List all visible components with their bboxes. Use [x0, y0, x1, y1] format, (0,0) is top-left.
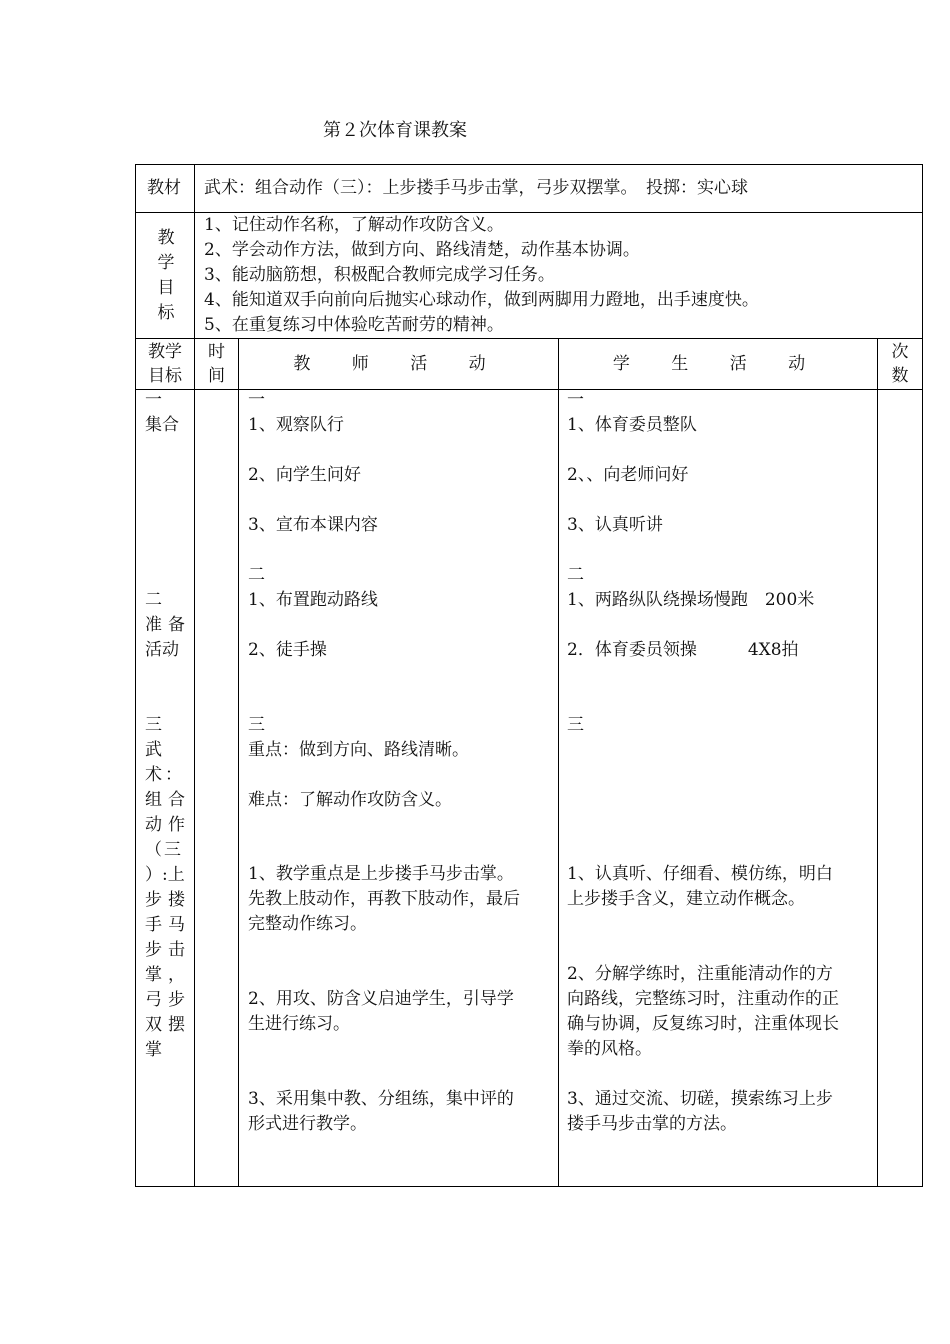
- s3-goal-line: 术：: [145, 765, 185, 785]
- s2-student-item: 2．体育委员领操 4X8拍: [567, 640, 799, 660]
- s3-goal-line: 掌，: [145, 965, 191, 985]
- s3-student-item-1: [567, 862, 833, 912]
- s3-goal-line: 组合: [145, 790, 191, 810]
- s3-student-line: 拳的风格。: [567, 1039, 652, 1059]
- s1-student-item: 2、、向老师问好: [567, 465, 689, 485]
- s3-teacher-item-1: [248, 862, 520, 937]
- s3-goal-line: ）:上: [145, 865, 185, 885]
- header-time: [195, 340, 238, 388]
- s3-teacher-num: 三: [248, 715, 265, 735]
- s3-goal-line: 弓步: [145, 990, 191, 1010]
- table-border-top: [135, 164, 923, 165]
- goals-label: [156, 226, 176, 326]
- goals-list: [204, 213, 759, 338]
- header-goal-line: 教学: [148, 342, 182, 362]
- s2-teacher-item: 1、布置跑动路线: [248, 590, 378, 610]
- col-divider-teacher: [558, 338, 559, 1187]
- header-goal-line: 目标: [148, 366, 182, 386]
- header-teacher: 教 师 活 动: [293, 354, 504, 374]
- goal-item: 4、能知道双手向前向后抛实心球动作，做到两脚用力蹬地，出手速度快。: [204, 290, 759, 310]
- s3-student-item-2: [567, 962, 839, 1062]
- s2-goal-line: 准备: [145, 615, 191, 635]
- s1-teacher-item: 1、观察队行: [248, 415, 344, 435]
- header-student: 学 生 活 动: [612, 354, 824, 374]
- header-time-line: 时: [208, 342, 225, 362]
- s1-student-item: 3、认真听讲: [567, 515, 663, 535]
- s3-goal-line: 步击: [145, 940, 191, 960]
- header-time-line: 间: [208, 366, 225, 386]
- s2-goal-line: 活动: [145, 640, 179, 660]
- s3-goal-line: 三: [145, 715, 162, 735]
- s3-difficulty: 难点：了解动作攻防含义。: [248, 790, 452, 810]
- s1-teacher-item: 2、向学生问好: [248, 465, 361, 485]
- s2-student-item: 1、两路纵队绕操场慢跑 200米: [567, 590, 815, 610]
- s2-teacher-num: 二: [248, 565, 265, 585]
- goals-label-char: 教: [157, 228, 175, 248]
- goals-label-char: 目: [157, 278, 175, 298]
- s3-teacher-item-3: [248, 1087, 514, 1137]
- document-title: 第２次体育课教案: [323, 120, 467, 141]
- col-divider-student: [877, 338, 878, 1187]
- s3-student-item-3: [567, 1087, 833, 1137]
- s3-key-point: 重点：做到方向、路线清晰。: [248, 740, 469, 760]
- goal-item: 1、记住动作名称，了解动作攻防含义。: [204, 215, 504, 235]
- header-goal: [136, 340, 194, 388]
- s1-student-num: 一: [567, 390, 584, 410]
- col-divider-time: [238, 338, 239, 1187]
- s3-teacher-line: 生进行练习。: [248, 1014, 350, 1034]
- s1-goal-name: 集合: [145, 415, 179, 435]
- s3-teacher-item-2: [248, 987, 514, 1037]
- s2-goal-num: 二: [145, 590, 162, 610]
- s2-student-num: 二: [567, 565, 584, 585]
- goals-label-char: 学: [157, 253, 175, 273]
- s3-teacher-line: 2、用攻、防含义启迪学生，引导学: [248, 989, 514, 1009]
- table-border-right: [922, 164, 923, 1187]
- header-count-line: 数: [891, 366, 909, 386]
- s3-goal-line: 动作: [145, 815, 191, 835]
- material-label: 教材: [147, 178, 181, 198]
- s3-goal-line: 手马: [145, 915, 191, 935]
- table-border-left: [135, 164, 136, 1187]
- goal-item: 3、能动脑筋想，积极配合教师完成学习任务。: [204, 265, 555, 285]
- s3-goal: [145, 713, 191, 1063]
- s1-student-item: 1、体育委员整队: [567, 415, 697, 435]
- s3-goal-line: 武: [145, 740, 162, 760]
- s3-student-line: 确与协调，反复练习时，注重体现长: [567, 1014, 839, 1034]
- s3-teacher-line: 完整动作练习。: [248, 914, 367, 934]
- s3-student-line: 搂手马步击掌的方法。: [567, 1114, 737, 1134]
- s1-teacher-num: 一: [248, 390, 265, 410]
- s3-student-line: 1、认真听、仔细看、模仿练，明白: [567, 864, 833, 884]
- s3-student-num: 三: [567, 715, 584, 735]
- row-divider-goals: [135, 338, 923, 339]
- s3-teacher-line: 先教上肢动作，再教下肢动作，最后: [248, 889, 520, 909]
- s3-goal-line: （三: [145, 840, 183, 860]
- s3-student-line: 2、分解学练时，注重能清动作的方: [567, 964, 833, 984]
- s3-goal-line: 掌: [145, 1040, 162, 1060]
- s3-student-line: 上步搂手含义，建立动作概念。: [567, 889, 805, 909]
- s3-student-line: 向路线，完整练习时，注重动作的正: [567, 989, 839, 1009]
- s3-goal-line: 步搂: [145, 890, 191, 910]
- s3-teacher-line: 1、教学重点是上步搂手马步击掌。: [248, 864, 514, 884]
- header-count-line: 次: [891, 342, 909, 362]
- s3-goal-line: 双摆: [145, 1015, 191, 1035]
- s2-teacher-item: 2、徒手操: [248, 640, 327, 660]
- material-content: 武术：组合动作（三）：上步搂手马步击掌，弓步双摆掌。 投掷：实心球: [204, 178, 748, 198]
- s1-teacher-item: 3、宣布本课内容: [248, 515, 378, 535]
- col-divider-goal: [194, 164, 195, 1187]
- goal-item: 5、在重复练习中体验吃苦耐劳的精神。: [204, 315, 504, 335]
- s1-goal-num: 一: [145, 390, 162, 410]
- s3-teacher-line: 形式进行教学。: [248, 1114, 367, 1134]
- table-border-bottom: [135, 1186, 923, 1187]
- goal-item: 2、学会动作方法，做到方向、路线清楚，动作基本协调。: [204, 240, 640, 260]
- s3-teacher-line: 3、采用集中教、分组练，集中评的: [248, 1089, 514, 1109]
- s3-student-line: 3、通过交流、切磋，摸索练习上步: [567, 1089, 833, 1109]
- header-count: [878, 340, 922, 388]
- goals-label-char: 标: [157, 303, 175, 323]
